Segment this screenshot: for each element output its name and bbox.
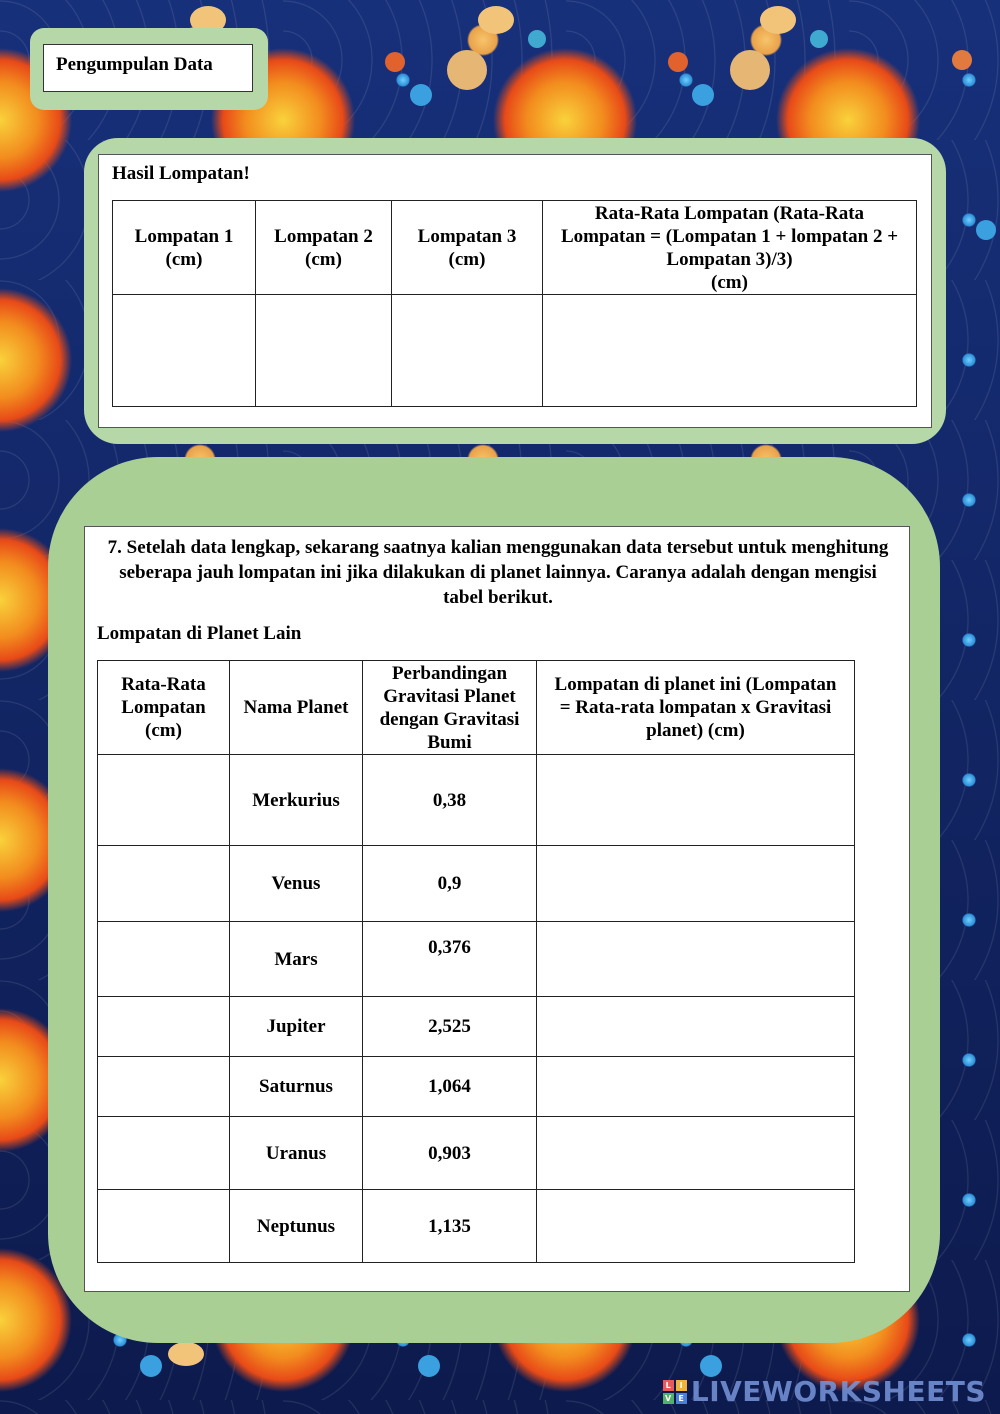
gravity-ratio: 1,135 [363, 1190, 537, 1263]
neptune-decoration-icon [810, 30, 828, 48]
input-jump-on-planet[interactable] [537, 1057, 855, 1117]
input-jump-on-planet[interactable] [537, 922, 855, 997]
neptune-decoration-icon [528, 30, 546, 48]
gravity-ratio: 0,9 [363, 846, 537, 922]
column-header-lompatan-1: Lompatan 1 (cm) [113, 201, 256, 295]
results-table [112, 200, 917, 407]
planet-name: Venus [230, 846, 363, 922]
earth-decoration-icon [418, 1355, 440, 1377]
saturn-decoration-icon [168, 1342, 204, 1366]
input-jump-on-planet[interactable] [537, 997, 855, 1057]
page-title: Pengumpulan Data [43, 44, 253, 92]
results-heading: Hasil Lompatan! [112, 163, 250, 184]
input-lompatan-1[interactable] [113, 295, 256, 407]
mars-decoration-icon [668, 52, 688, 72]
planet-row [98, 1057, 855, 1117]
mars-decoration-icon [385, 52, 405, 72]
column-header-lompatan-2: Lompatan 2 (cm) [256, 201, 392, 295]
gravity-ratio: 0,903 [363, 1117, 537, 1190]
planets-panel [48, 457, 940, 1343]
watermark-text: LIVEWORKSHEETS [690, 1375, 986, 1408]
column-header-average-jump: Rata-Rata Lompatan (cm) [98, 661, 230, 755]
earth-decoration-icon [410, 84, 432, 106]
input-average-jump[interactable] [98, 922, 230, 997]
input-average-jump[interactable] [98, 1190, 230, 1263]
earth-decoration-icon [692, 84, 714, 106]
planet-row [98, 922, 855, 997]
planets-table [97, 660, 855, 1263]
average-unit-label: (cm) [711, 271, 748, 293]
planet-row [98, 1117, 855, 1190]
column-header-jump-on-planet: Lompatan di planet ini (Lompatan = Rata-rata lompatan x Gravitasi planet) (cm) [537, 661, 855, 755]
instruction-text: 7. Setelah data lengkap, sekarang saatnya kalian menggunakan data tersebut untuk menghitung seberapa jauh lompatan ini jika dilakukan di planet lainnya. Caranya adalah dengan mengisi tabel berikut. [107, 537, 889, 608]
planets-card [84, 526, 910, 1292]
input-average-jump[interactable] [98, 1057, 230, 1117]
jupiter-decoration-icon [447, 50, 487, 90]
earth-decoration-icon [976, 220, 996, 240]
earth-decoration-icon [140, 1355, 162, 1377]
gravity-ratio: 0,38 [363, 755, 537, 846]
input-average-jump[interactable] [98, 755, 230, 846]
column-header-average [543, 201, 917, 295]
column-header-lompatan-3: Lompatan 3 (cm) [392, 201, 543, 295]
saturn-decoration-icon [478, 6, 514, 34]
column-header-gravity-ratio: Perbandingan Gravitasi Planet dengan Gravitasi Bumi [363, 661, 537, 755]
planet-name: Uranus [230, 1117, 363, 1190]
planet-row [98, 755, 855, 846]
planet-name: Jupiter [230, 997, 363, 1057]
planets-heading: Lompatan di Planet Lain [97, 623, 302, 644]
input-jump-on-planet[interactable] [537, 755, 855, 846]
input-average-jump[interactable] [98, 997, 230, 1057]
input-average-jump[interactable] [98, 846, 230, 922]
saturn-decoration-icon [760, 6, 796, 34]
gravity-ratio: 0,376 [363, 922, 537, 997]
earth-decoration-icon [700, 1355, 722, 1377]
planet-rows [98, 755, 855, 1263]
input-jump-on-planet[interactable] [537, 1117, 855, 1190]
gravity-ratio: 2,525 [363, 997, 537, 1057]
jupiter-decoration-icon [730, 50, 770, 90]
input-average-jump[interactable] [98, 1117, 230, 1190]
planet-name: Neptunus [230, 1190, 363, 1263]
gravity-ratio: 1,064 [363, 1057, 537, 1117]
planet-name: Mars [230, 922, 363, 997]
liveworksheets-logo-icon: L I V E [663, 1380, 687, 1404]
liveworksheets-watermark [663, 1375, 986, 1408]
planet-row [98, 1190, 855, 1263]
input-average[interactable] [543, 295, 917, 407]
planet-name: Merkurius [230, 755, 363, 846]
results-panel [84, 138, 946, 444]
planet-name: Saturnus [230, 1057, 363, 1117]
planet-row [98, 846, 855, 922]
average-formula-label: Rata-Rata Lompatan (Rata-Rata Lompatan = (Lompatan 1 + lompatan 2 + Lompatan 3)/3) [560, 202, 899, 270]
title-panel [30, 28, 268, 110]
input-jump-on-planet[interactable] [537, 846, 855, 922]
input-jump-on-planet[interactable] [537, 1190, 855, 1263]
input-lompatan-2[interactable] [256, 295, 392, 407]
column-header-planet-name: Nama Planet [230, 661, 363, 755]
venus-decoration-icon [952, 50, 972, 70]
planet-row [98, 997, 855, 1057]
results-card [98, 154, 932, 428]
input-lompatan-3[interactable] [392, 295, 543, 407]
